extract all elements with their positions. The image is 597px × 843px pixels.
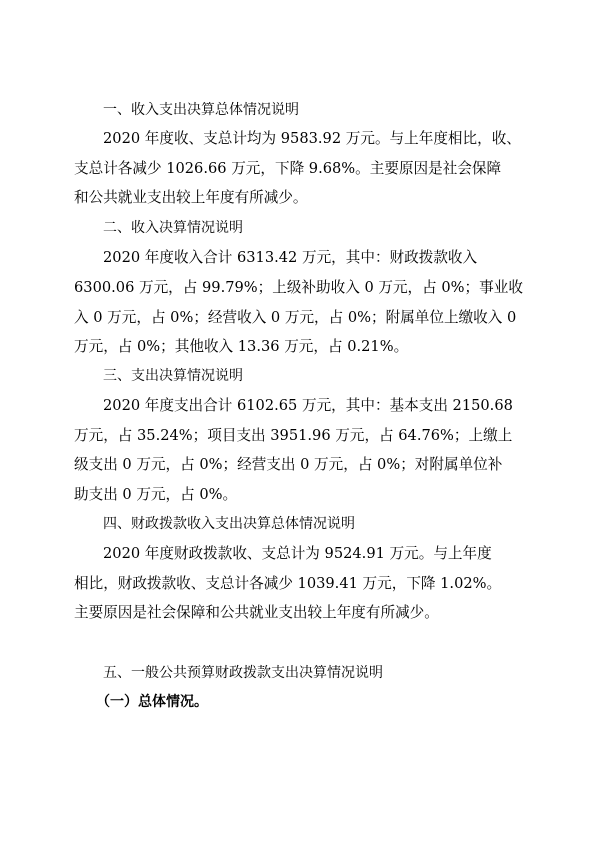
paragraph-line: 2020 年度收、支总计均为 9583.92 万元。与上年度相比，收、 bbox=[103, 130, 521, 147]
paragraph-line: 和公共就业支出较上年度有所减少。 bbox=[74, 189, 308, 206]
section-heading-5: 五、一般公共预算财政拨款支出决算情况说明 bbox=[103, 665, 383, 681]
section-heading-2: 二、收入决算情况说明 bbox=[103, 220, 243, 236]
paragraph-line: 级支出 0 万元，占 0%；经营支出 0 万元，占 0%；对附属单位补 bbox=[74, 456, 503, 473]
paragraph-line: 2020 年度财政拨款收、支总计为 9524.91 万元。与上年度 bbox=[103, 545, 492, 562]
section-heading-4: 四、财政拨款收入支出决算总体情况说明 bbox=[103, 516, 355, 532]
subsection-heading: （一）总体情况。 bbox=[96, 694, 208, 710]
paragraph-line: 支总计各减少 1026.66 万元，下降 9.68%。主要原因是社会保障 bbox=[74, 160, 502, 177]
paragraph-line: 万元，占 0%；其他收入 13.36 万元，占 0.21%。 bbox=[74, 338, 409, 355]
paragraph-line: 6300.06 万元，占 99.79%；上级补助收入 0 万元，占 0%；事业收 bbox=[74, 279, 523, 296]
paragraph-line: 2020 年度收入合计 6313.42 万元，其中：财政拨款收入 bbox=[103, 249, 478, 266]
section-heading-3: 三、支出决算情况说明 bbox=[103, 368, 243, 384]
paragraph-line: 入 0 万元，占 0%；经营收入 0 万元，占 0%；附属单位上缴收入 0 bbox=[74, 309, 517, 326]
section-heading-1: 一、收入支出决算总体情况说明 bbox=[103, 102, 299, 118]
paragraph-line: 相比，财政拨款收、支总计各减少 1039.41 万元，下降 1.02%。 bbox=[74, 575, 502, 592]
paragraph-line: 2020 年度支出合计 6102.65 万元，其中：基本支出 2150.68 bbox=[103, 397, 513, 414]
paragraph-line: 主要原因是社会保障和公共就业支出较上年度有所减少。 bbox=[74, 604, 439, 621]
paragraph-line: 助支出 0 万元，占 0%。 bbox=[74, 486, 238, 503]
paragraph-line: 万元，占 35.24%；项目支出 3951.96 万元，占 64.76%；上缴上 bbox=[74, 427, 513, 444]
